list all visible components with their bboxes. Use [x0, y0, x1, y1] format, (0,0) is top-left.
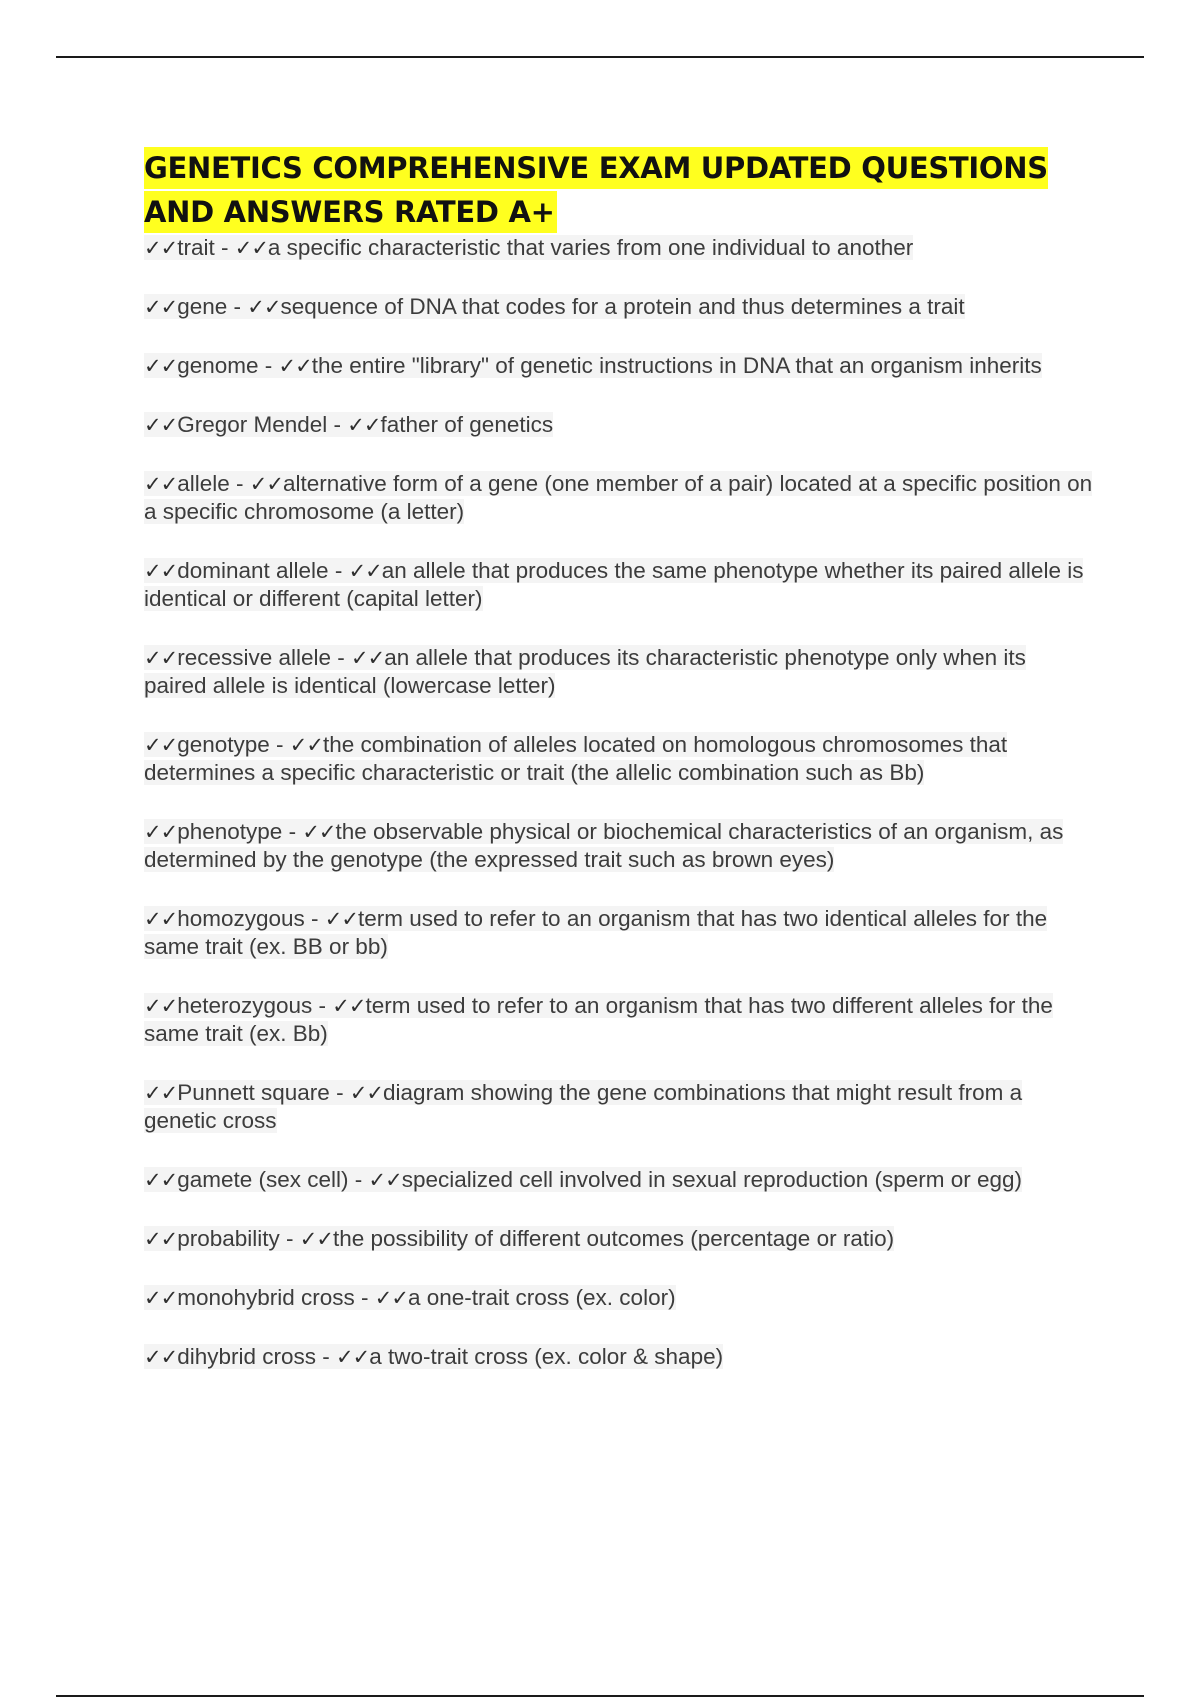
- entry-separator: -: [258, 353, 279, 378]
- entry-term: phenotype: [177, 819, 283, 844]
- double-check-icon: ✓✓: [144, 733, 178, 757]
- entry-separator: -: [214, 235, 235, 260]
- double-check-icon: ✓✓: [144, 994, 178, 1018]
- entry-text: [144, 1226, 894, 1251]
- entry-definition: a one-trait cross (ex. color): [407, 1285, 676, 1310]
- entry-definition: a specific characteristic that varies from one individual to another: [267, 235, 914, 260]
- entry-term: heterozygous: [177, 993, 313, 1018]
- qa-list: [144, 234, 1094, 1371]
- double-check-icon: ✓✓: [302, 820, 336, 844]
- double-check-icon: ✓✓: [144, 646, 178, 670]
- entry-definition: an allele that produces its characteristic phenotype only when its paired allele is identical (lowercase letter): [144, 645, 1026, 698]
- entry-term: monohybrid cross: [177, 1285, 355, 1310]
- entry-term: gamete (sex cell): [177, 1167, 349, 1192]
- entry-text: [144, 471, 1092, 524]
- entry-separator: -: [304, 906, 325, 931]
- entry-definition: specialized cell involved in sexual reproduction (sperm or egg): [401, 1167, 1023, 1192]
- entry-separator: -: [282, 819, 303, 844]
- double-check-icon: ✓✓: [144, 1345, 178, 1369]
- qa-entry: [144, 905, 1094, 961]
- entry-definition: an allele that produces the same phenotype whether its paired allele is identical or different (capital letter): [144, 558, 1084, 611]
- double-check-icon: ✓✓: [144, 1286, 178, 1310]
- qa-entry: [144, 411, 1094, 439]
- double-check-icon: ✓✓: [332, 994, 366, 1018]
- double-check-icon: ✓✓: [249, 472, 283, 496]
- entry-definition: the possibility of different outcomes (percentage or ratio): [332, 1226, 895, 1251]
- entry-text: [144, 645, 1026, 698]
- double-check-icon: ✓✓: [289, 733, 323, 757]
- qa-entry: [144, 992, 1094, 1048]
- entry-term: probability: [177, 1226, 280, 1251]
- double-check-icon: ✓✓: [336, 1345, 370, 1369]
- double-check-icon: ✓✓: [324, 907, 358, 931]
- qa-entry: [144, 644, 1094, 700]
- qa-entry: [144, 731, 1094, 787]
- qa-entry: [144, 1343, 1094, 1371]
- entry-term: recessive allele: [177, 645, 332, 670]
- qa-entry: [144, 557, 1094, 613]
- entry-term: Punnett square: [177, 1080, 330, 1105]
- entry-text: [144, 1167, 1022, 1192]
- entry-term: gene: [177, 294, 228, 319]
- qa-entry: [144, 470, 1094, 526]
- entry-text: [144, 1285, 676, 1310]
- qa-entry: [144, 293, 1094, 321]
- entry-separator: -: [312, 993, 333, 1018]
- entry-separator: -: [331, 645, 352, 670]
- qa-entry: [144, 352, 1094, 380]
- header-rule: [56, 56, 1144, 58]
- entry-separator: -: [227, 294, 248, 319]
- entry-text: [144, 906, 1047, 959]
- double-check-icon: ✓✓: [368, 1168, 402, 1192]
- title-highlight: GENETICS COMPREHENSIVE EXAM UPDATED QUESTIONS AND ANSWERS RATED A+: [144, 147, 1048, 233]
- entry-definition: the combination of alleles located on homologous chromosomes that determines a specific characteristic or trait (the allelic combination such as Bb): [144, 732, 1008, 785]
- double-check-icon: ✓✓: [347, 413, 381, 437]
- entry-term: genotype: [177, 732, 270, 757]
- entry-term: Gregor Mendel: [177, 412, 328, 437]
- entry-text: [144, 294, 965, 319]
- double-check-icon: ✓✓: [348, 559, 382, 583]
- double-check-icon: ✓✓: [278, 354, 312, 378]
- double-check-icon: ✓✓: [374, 1286, 408, 1310]
- entry-separator: -: [279, 1226, 300, 1251]
- entry-term: trait: [177, 235, 215, 260]
- double-check-icon: ✓✓: [234, 236, 268, 260]
- entry-text: [144, 235, 913, 260]
- double-check-icon: ✓✓: [144, 1081, 178, 1105]
- entry-separator: -: [328, 558, 349, 583]
- entry-separator: -: [269, 732, 290, 757]
- entry-term: allele: [177, 471, 230, 496]
- entry-term: homozygous: [177, 906, 305, 931]
- entry-separator: -: [229, 471, 250, 496]
- double-check-icon: ✓✓: [144, 907, 178, 931]
- entry-term: genome: [177, 353, 259, 378]
- entry-term: dihybrid cross: [177, 1344, 317, 1369]
- document-body: [144, 146, 1094, 1402]
- entry-separator: -: [348, 1167, 369, 1192]
- entry-definition: sequence of DNA that codes for a protein and thus determines a trait: [280, 294, 965, 319]
- entry-definition: a two-trait cross (ex. color & shape): [369, 1344, 724, 1369]
- entry-separator: -: [327, 412, 348, 437]
- entry-definition: term used to refer to an organism that has two identical alleles for the same trait (ex. BB or bb): [144, 906, 1048, 959]
- double-check-icon: ✓✓: [144, 295, 178, 319]
- entry-text: [144, 993, 1053, 1046]
- double-check-icon: ✓✓: [349, 1081, 384, 1105]
- double-check-icon: ✓✓: [144, 820, 178, 844]
- entry-definition: father of genetics: [380, 412, 554, 437]
- entry-text: [144, 412, 553, 437]
- entry-separator: -: [354, 1285, 375, 1310]
- qa-entry: [144, 1166, 1094, 1194]
- qa-entry: [144, 818, 1094, 874]
- entry-text: [144, 1344, 723, 1369]
- entry-text: [144, 732, 1007, 785]
- double-check-icon: ✓✓: [144, 236, 178, 260]
- double-check-icon: ✓✓: [144, 1168, 178, 1192]
- entry-definition: the observable physical or biochemical characteristics of an organism, as determined by the genotype (the expressed trait such as brown eyes): [144, 819, 1064, 872]
- qa-entry: [144, 1079, 1094, 1135]
- double-check-icon: ✓✓: [144, 354, 178, 378]
- entry-text: [144, 558, 1083, 611]
- double-check-icon: ✓✓: [144, 559, 178, 583]
- double-check-icon: ✓✓: [351, 646, 385, 670]
- double-check-icon: ✓✓: [144, 413, 178, 437]
- entry-definition: alternative form of a gene (one member of a pair) located at a specific position on a specific chromosome (a letter): [144, 471, 1093, 524]
- double-check-icon: ✓✓: [144, 1227, 178, 1251]
- entry-term: dominant allele: [177, 558, 329, 583]
- double-check-icon: ✓✓: [299, 1227, 333, 1251]
- qa-entry: [144, 234, 1094, 262]
- entry-text: [144, 1080, 1022, 1133]
- document-title: [144, 146, 1094, 234]
- entry-definition: diagram showing the gene combinations that might result from a genetic cross: [144, 1080, 1023, 1133]
- qa-entry: [144, 1225, 1094, 1253]
- entry-separator: -: [316, 1344, 337, 1369]
- entry-text: [144, 819, 1063, 872]
- entry-separator: -: [329, 1080, 350, 1105]
- double-check-icon: ✓✓: [144, 472, 178, 496]
- entry-definition: the entire "library" of genetic instructions in DNA that an organism inherits: [311, 353, 1042, 378]
- double-check-icon: ✓✓: [247, 295, 281, 319]
- footer-rule: [56, 1695, 1144, 1697]
- entry-text: [144, 353, 1042, 378]
- entry-definition: term used to refer to an organism that has two different alleles for the same trait (ex. Bb): [144, 993, 1053, 1046]
- qa-entry: [144, 1284, 1094, 1312]
